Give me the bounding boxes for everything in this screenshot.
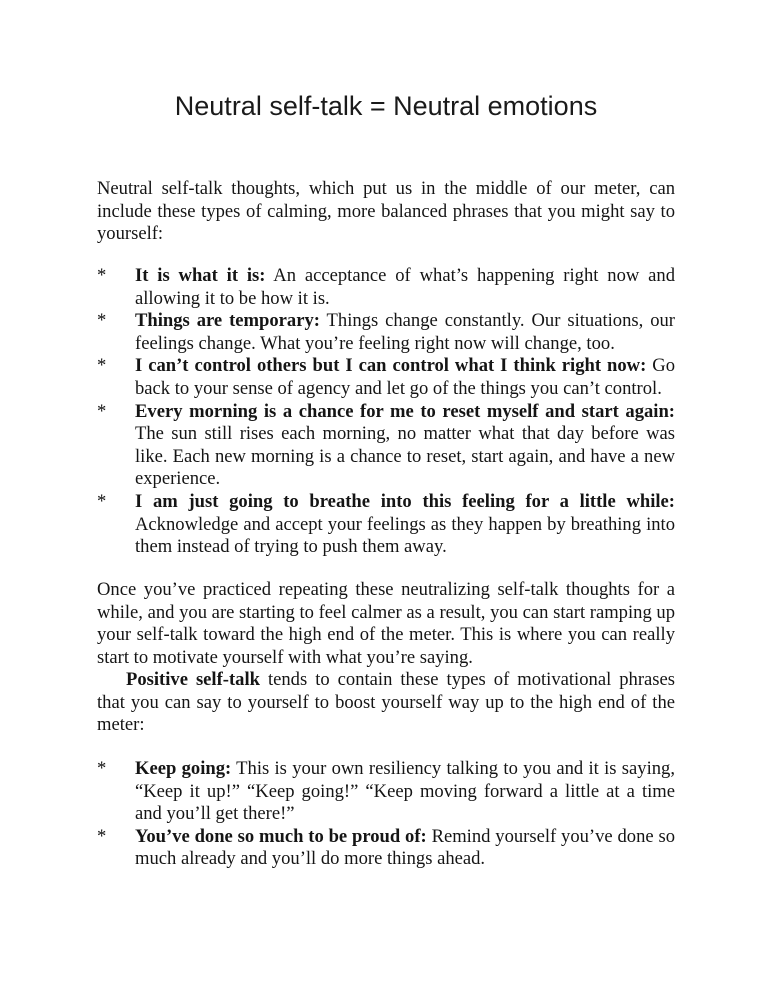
positive-list-section xyxy=(97,758,675,871)
bullet-marker: * xyxy=(97,400,107,422)
list-item xyxy=(97,491,675,559)
item-term: Every morning is a chance for me to reset myself and start again: xyxy=(135,400,675,422)
intro-paragraph: Neutral self-talk thoughts, which put us in the middle of our meter, can include these types of calming, more balanced phrases that you might say to yourself: xyxy=(97,178,675,245)
list-item xyxy=(97,758,675,826)
list-item xyxy=(97,401,675,491)
bullet-marker: * xyxy=(97,758,107,779)
item-term: It is what it is: xyxy=(135,265,266,286)
list-item xyxy=(97,826,675,871)
bullet-marker: * xyxy=(97,265,107,286)
bullet-marker: * xyxy=(97,310,107,332)
positive-intro-paragraph xyxy=(97,669,675,737)
bullet-marker: * xyxy=(97,490,107,512)
item-text: Acknowledge and accept your feelings as they happen by breathing into them instead of trying to push them away. xyxy=(135,513,675,558)
bullet-marker: * xyxy=(97,825,107,847)
neutral-self-talk-list xyxy=(97,265,675,559)
transition-paragraph: Once you’ve practiced repeating these neutralizing self-talk thoughts for a while, and you are starting to feel calmer as a result, you can start ramping up your self-talk toward the high end of the meter. This is where you can really start to motivate yourself with what you’re saying. xyxy=(97,579,675,668)
item-text: The sun still rises each morning, no matter what that day before was like. Each new morning is a chance to reset, start again, and have a new experience. xyxy=(135,423,675,490)
item-term: I can’t control others but I can control what I think right now: xyxy=(135,355,647,377)
positive-self-talk-list xyxy=(97,758,675,871)
item-term: I am just going to breathe into this feeling for a little while: xyxy=(135,490,675,512)
list-item xyxy=(97,265,675,310)
list-item xyxy=(97,310,675,355)
item-text: This is your own resiliency talking to you and it is saying, “Keep it up!” “Keep going!” “Keep moving forward a little at a time and you’ll get there!” xyxy=(135,758,675,825)
item-text: Go back to your sense of agency and let go of the things you can’t control. xyxy=(135,355,675,399)
positive-intro-section xyxy=(97,669,675,737)
neutral-list-section xyxy=(97,265,675,559)
item-text: Things change constantly. Our situations, our feelings change. What you’re feeling right now will change, too. xyxy=(135,310,675,354)
item-text: An acceptance of what’s happening right now and allowing it to be how it is. xyxy=(135,265,676,309)
item-text: Remind yourself you’ve done so much already and you’ll do more things ahead. xyxy=(135,825,675,870)
bullet-marker: * xyxy=(97,355,107,377)
transition-section xyxy=(97,579,675,669)
list-item xyxy=(97,355,675,400)
item-term: You’ve done so much to be proud of: xyxy=(135,825,427,847)
page-title: Neutral self-talk = Neutral emotions xyxy=(174,91,598,121)
positive-intro-text: tends to contain these types of motivational phrases that you can say to yourself to boost yourself way up to the high end of the meter: xyxy=(97,669,675,736)
item-term: Keep going: xyxy=(135,758,232,779)
item-term: Things are temporary: xyxy=(135,310,320,332)
intro-section xyxy=(97,178,675,246)
positive-term: Positive self-talk xyxy=(126,669,260,690)
